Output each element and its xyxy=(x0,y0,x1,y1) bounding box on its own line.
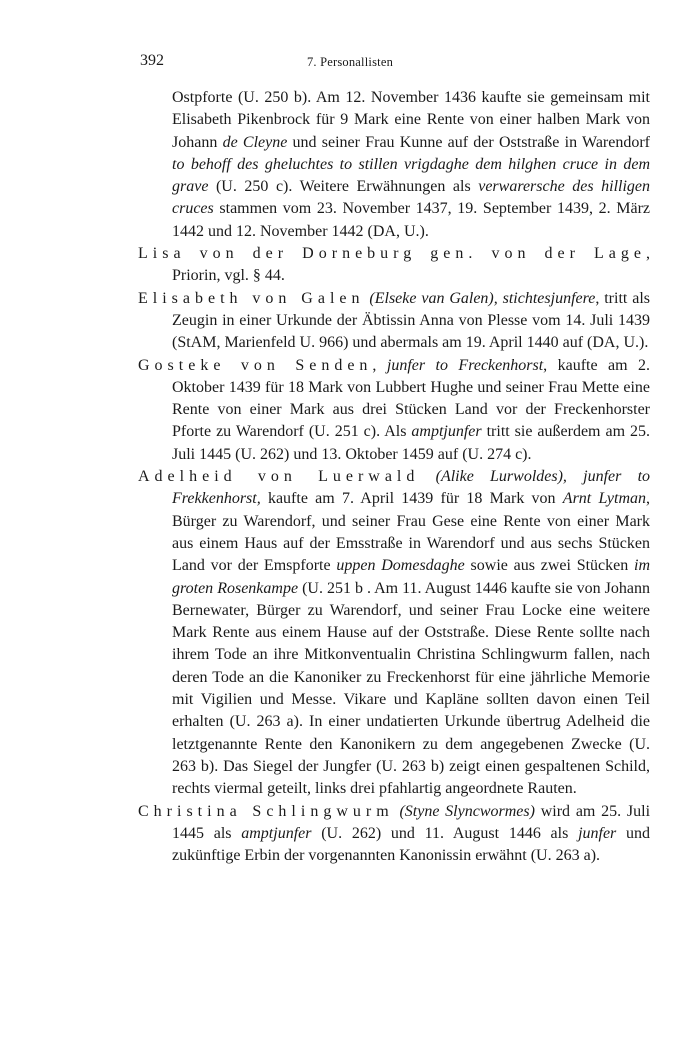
person-name: Elisabeth von Galen xyxy=(138,289,365,307)
body-text xyxy=(138,87,650,867)
entry-continuation xyxy=(138,87,650,243)
text-run: , tritt als Zeugin in einer Urkunde der Äbtissin Anna von Plesse vom 14. Juli 1439 (StAM, Marienfeld U. 966) und abermals am 19. April 1440 auf (DA, U.). xyxy=(172,289,650,352)
italic-text: junfer xyxy=(578,824,617,842)
text-run: , xyxy=(372,356,387,374)
italic-text: de Cleyne xyxy=(222,133,288,151)
italic-text: im groten Rosenkampe xyxy=(172,557,651,597)
italic-text: amptjunfer xyxy=(411,423,482,441)
italic-text: (Elseke van Galen), stichtesjunfere xyxy=(369,289,596,307)
person-name: Lisa von der Dorneburg gen. von der Lage xyxy=(138,245,646,263)
text-run: sowie aus zwei Stücken xyxy=(464,557,635,575)
text-run: kaufte am 7. April 1439 für 18 Mark von xyxy=(260,490,563,508)
text-run: Ostpforte (U. 250 b). Am 12. November 1436 kaufte sie gemeinsam mit Elisabeth Pikenbrock für 9 Mark eine Rente von einer halben Mark von Johann xyxy=(172,89,650,151)
italic-text: (Styne Slyncwormes) xyxy=(399,802,535,820)
italic-text: uppen Domesdaghe xyxy=(336,557,465,575)
italic-text: (Alike Lurwoldes), junfer to Frekkenhorst, xyxy=(172,468,651,508)
entry-elisabeth-von-galen xyxy=(138,288,650,355)
text-run: (U. 251 b . Am 11. August 1446 kaufte sie von Johann Bernewater, Bürger zu Warendorf, und seiner Frau Locke eine weitere Mark Rente aus einem Hause auf der Oststraße. Diese Rente sollte nach ihrem Tode an ihre Mitkonventualin Christina Schlingwurm fallen, nach deren Tode an die Kanoniker zu Freckenhorst für eine jährliche Memorie mit Vigilien und Messe. Vikare und Kapläne sollten davon einen Teil erhalten (U. 263 a). In einer undatierten Urkunde übertrug Adelheid die letztgenannte Rente den Kanonikern zu dem angegebenen Zwecke (U. 263 b). Das Siegel der Jungfer (U. 263 b) zeigt einen gespaltenen Schild, rechts viermal geteilt, links drei pfahlartig angeordnete Rauten. xyxy=(172,579,651,798)
entry-gosteke-von-senden xyxy=(138,355,650,466)
text-run: und zukünftige Erbin der vorgenannten Kanonissin erwähnt (U. 263 a). xyxy=(172,824,651,865)
entry-christina-schlingwurm xyxy=(138,801,650,868)
italic-text: verwarersche des hilligen cruces xyxy=(172,178,651,218)
text-run: , Priorin, vgl. § 44. xyxy=(172,245,650,285)
text-run: , Bürger zu Warendorf, und seiner Frau Gese eine Rente von einer Mark aus einem Haus auf der Emsstraße in Warendorf und aus sechs Stücken Land vor der Emspforte xyxy=(172,490,650,575)
text-run: (U. 262) und 11. August 1446 als xyxy=(311,824,579,842)
entry-adelheid-von-luerwald xyxy=(138,466,650,800)
text-run: wird am 25. Juli 1445 als xyxy=(172,802,651,842)
text-run: und seiner Frau Kunne auf der Oststraße in Warendorf xyxy=(287,133,651,151)
italic-text: to behoff des gheluchtes to stillen vrigdaghe dem hilghen cruce in dem grave xyxy=(172,155,650,196)
page-number: 392 xyxy=(140,52,164,69)
person-name: Christina Schlingwurm xyxy=(138,802,394,820)
text-run: , kaufte am 2. Oktober 1439 für 18 Mark von Lubbert Hughe und seiner Frau Mette eine Rente von einer Mark aus drei Stücken Land vor der Freckenhorster Pforte zu Warendorf (U. 251 c). Als xyxy=(172,356,650,441)
text-run: (U. 250 c). Weitere Erwähnungen als xyxy=(208,178,479,196)
text-run xyxy=(419,468,435,485)
italic-text: Arnt Lytman xyxy=(562,490,646,508)
person-name: Gosteke von Senden xyxy=(138,356,373,374)
running-title: 7. Personallisten xyxy=(306,55,394,69)
italic-text: junfer to Freckenhorst xyxy=(386,356,544,374)
entry-lisa-von-der-dorneburg xyxy=(138,243,650,288)
text-run: tritt sie außerdem am 25. Juli 1445 (U. 262) und 13. Oktober 1459 auf (U. 274 c). xyxy=(172,423,651,463)
italic-text: amptjunfer xyxy=(241,824,312,842)
person-name: Adelheid von Luerwald xyxy=(138,468,420,486)
text-run: stammen vom 23. November 1437, 19. September 1439, 2. März 1442 und 12. November 1442 (DA, U.). xyxy=(172,200,650,240)
